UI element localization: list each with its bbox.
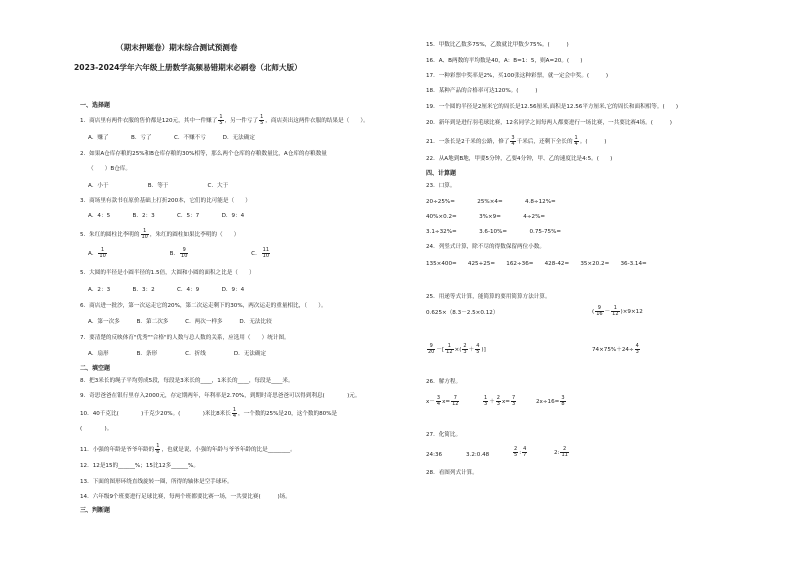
question-3-options: A．4：5 B．2：3 C．5：7 D．9：4 [88,213,245,219]
fraction: $\frac{1}{5}$ [260,114,264,126]
question-2-options: A．小于 B．等于 C．大于 [88,183,229,189]
question-18: 18．某种产品的合格率可达120%。( ) [426,88,538,94]
vertical-calc-row: 135×400= 425+25= 162÷36= 428-42= 35×20.2= 36-3.14= [426,261,647,267]
section-heading-choice: 一、选择题 [80,102,111,109]
question-7: 7．要清楚的反映体育"优秀""合格"的人数与总人数的关系，应选用（ ）统计图。 [80,335,290,341]
question-4-options: A． $\frac{1}{10}$ B． $\frac{9}{10}$ C． $\frac{11}{10}$ [88,247,270,259]
question-3: 3．商场里有款书在原价基础上打折200本，它们的比可能是（ ） [80,198,251,204]
equation-1: x－ $\frac{3}{4}$ x= $\frac{7}{12}$ [426,395,459,407]
question-16: 16．A、B两数的平均数是40，A：B=1：5，则A=20。( ) [426,58,583,64]
expr-25a: 0.625×（8.3－2.5×0.12） [426,310,499,316]
question-14: 14．六年级9个班要进行足球比赛，每两个班都要比赛一场，一共要比赛( )场。 [80,494,291,500]
fraction: $\frac{1}{10}$ [141,228,148,240]
ratio-4: 2: $\frac{2}{11}$ [554,446,568,458]
question-26: 26．解方程。 [426,379,462,385]
expr-25b: ( $\frac{9}{16}$ － $\frac{1}{12}$ )×9×12 [592,305,643,317]
question-20: 20．新年到是进行羽毛球比赛，12名同学之间每两人都要进行一场比赛，一共要比赛4场。( ) [426,120,672,126]
question-27: 27．化简比。 [426,432,462,438]
question-6: 6．商店进一批沙，第一次运走它的20%，第二次运走剩下的30%，两次运走的重量相比，（ ）。 [80,303,327,309]
ratio-2: 3.2:0.48 [466,452,490,458]
question-7-options: A．扇形 B．条形 C．折线 D．无法确定 [88,351,267,357]
ratio-3: $\frac{2}{5}$ : $\frac{4}{7}$ [514,446,527,458]
question-17: 17．一种彩票中奖率是2%，买100张这种彩票，就一定会中奖。( ) [426,73,609,79]
question-15: 15．甲数比乙数多75%，乙数就比甲数少75%。( ) [426,42,569,48]
question-12: 12．12是15的______%；15比12多______%。 [80,463,199,469]
question-8: 8．把3米长的绳子平均剪成5段，每段是3米长的____，1米长的____，每段是____米。 [80,378,294,384]
doc-title-line2: 2023-2024学年六年级上册数学高频易错期末必刷卷（北师大版） [74,63,302,72]
expr-25c: $\frac{9}{20}$ －[ $\frac{1}{12}$ ×( $\frac{2}{3}$ ＋ $\frac{4}{5}$ )] [428,343,486,355]
question-10-cont: ( )。 [80,426,113,432]
section-heading-fill: 二、填空题 [80,365,111,372]
question-5: 5．大圆的半径是小圆半径的1.5倍，大圆和小圆的面积之比是（ ） [80,270,255,276]
question-1-options: A．赚了 B．亏了 C．不赚不亏 D．无法确定 [88,135,255,141]
question-5-options: A．2：3 B．3：2 C．4：9 D．9：4 [88,287,245,293]
question-9: 9．奇思爸爸在银行里存入2000元，存定期两年，年利率是2.70%，到期时奇思爸爸可以得到利息( )元。 [80,393,361,399]
question-23: 23．口算。 [426,183,456,189]
section-heading-calc: 四、计算题 [426,170,457,177]
question-19: 19．一个圆的半径是2厘米它的周长是12.56厘米,面积是12.56平方厘米,它的周长和面积相等。( ) [426,104,679,110]
question-25: 25．用递等式计算，能简算的要用简算方法计算。 [426,294,551,300]
question-1: 1．商店里有两件衣服的售价都是120元，其中一件赚了 $\frac{1}{5}$ ，另一件亏了 $\frac{1}{5}$ ，商店卖出这两件衣服的结果是（ ）。 [80,114,369,126]
fraction: $\frac{1}{5}$ [219,114,223,126]
section-heading-judge: 三、判断题 [80,507,111,514]
oral-calc-row-1: 20÷25%= 25%×4= 4.8÷12%= [426,199,556,205]
question-2-cont: （ ）B仓库。 [88,166,131,172]
question-24: 24．列竖式计算，除不尽的得数保留两位小数。 [426,244,545,250]
question-13: 13．下面的图形环绕直线旋转一圈，所得的轴体是空手球环。 [80,479,233,485]
question-11: 11．小强的年龄是爷爷年龄的 $\frac{1}{6}$ ，也就是说，小强的年龄与爷爷年龄的比是________。 [80,443,296,455]
question-10: 10．40千克比( )千克少20%。( )米比8米长 $\frac{1}{4}$ ，一个数的25%是20，这个数的80%是 [80,407,338,419]
question-22: 22．从A地到B地，甲要5分钟，乙要4分钟，甲、乙的速度比是4:5。( ) [426,156,613,162]
question-2: 2．如果A仓库存粮的25%和B仓库存粮的30%相等，那么两个仓库的存粮数量比，A仓库的存粮数量 [80,151,327,157]
oral-calc-row-3: 3.1÷32%= 3.6-10%= 0.75-75%= [426,229,562,235]
doc-title-line1: （期末押题卷）期末综合测试预测卷 [116,43,238,52]
equation-2: $\frac{1}{3}$ ＋ $\frac{2}{3}$ x= $\frac{7}{3}$ [484,395,516,407]
question-4: 5．朱红的圆柱比李明的 $\frac{1}{10}$ ，朱红的圆柱如果比李明的（ ） [80,228,240,240]
question-28: 28．看图列式计算。 [426,470,478,476]
equation-3: 2x÷16= $\frac{3}{8}$ [536,395,565,407]
ratio-1: 24:36 [426,452,443,458]
oral-calc-row-2: 40%×0.2= 3%×9= 4÷2%= [426,214,546,220]
expr-25d: 74×75%＋24÷ $\frac{4}{3}$ [592,343,639,355]
question-6-options: A．第一次多 B．第二次多 C．两次一样多 D．无法比较 [88,319,272,325]
question-21: 21．一条长是2千米的公路，修了 $\frac{3}{4}$ 千米后，还剩下全长的 $\frac{1}{4}$ 。( ) [426,135,607,147]
